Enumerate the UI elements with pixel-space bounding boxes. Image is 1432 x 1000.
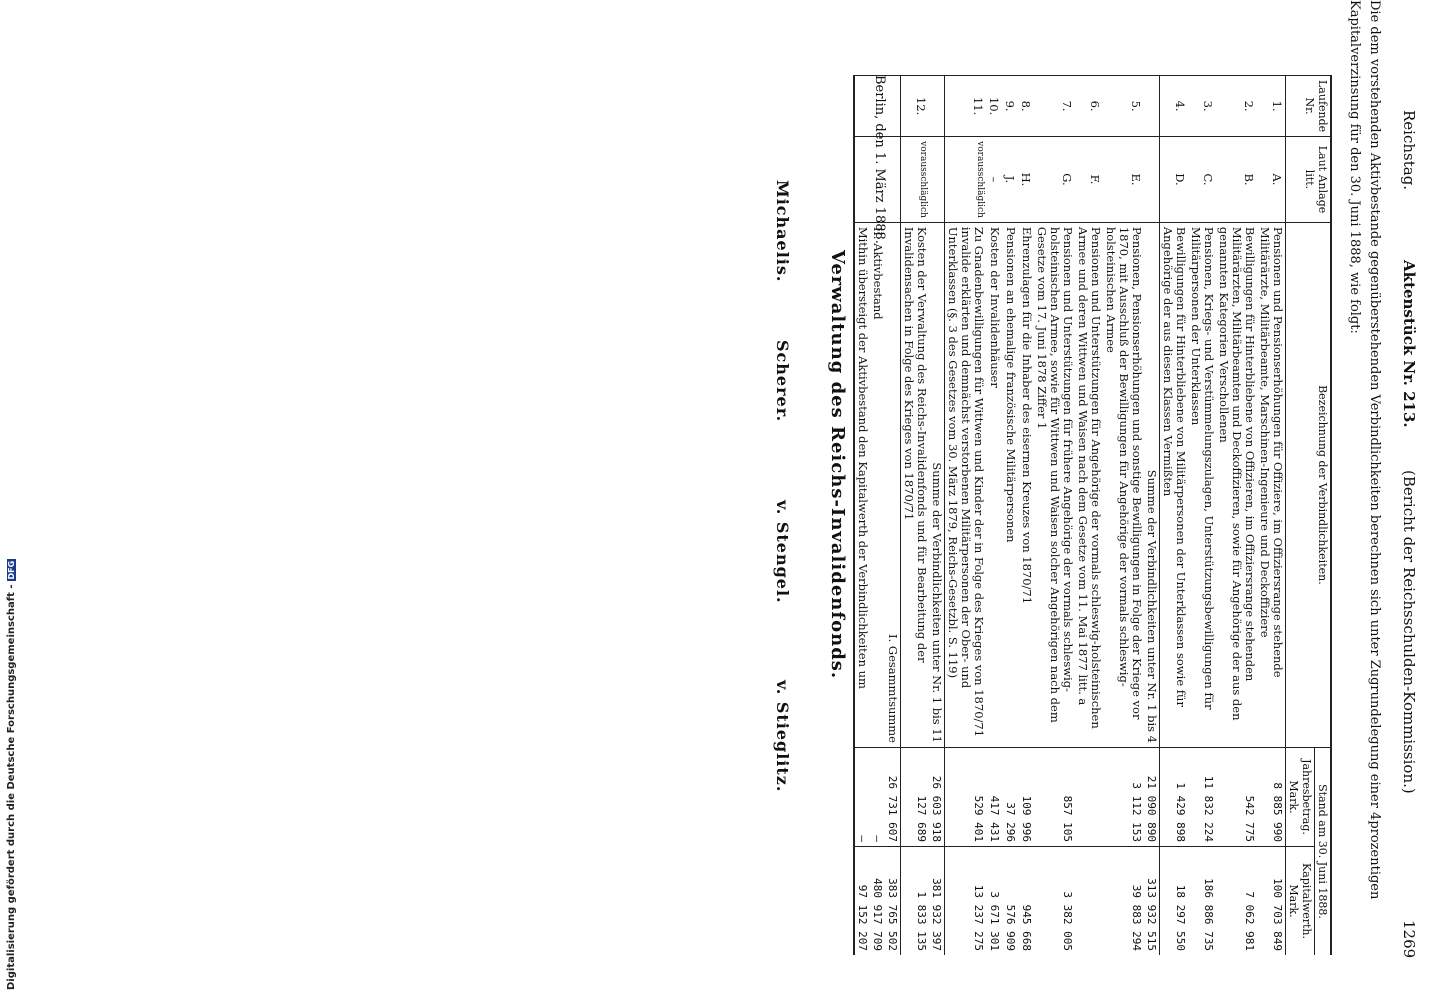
- table-row: [854, 76, 870, 956]
- cell-kapitalwerth: [1075, 847, 1103, 956]
- cell-kapitalwerth: 97 152 207: [854, 847, 870, 956]
- cell-jahresbetrag: 127 689: [901, 748, 930, 847]
- signature: Michaelis.: [773, 180, 792, 283]
- cell-anlage: G.: [1034, 137, 1075, 223]
- header-title: Aktenstück Nr. 213.: [1400, 260, 1418, 428]
- liabilities-table: [853, 75, 1332, 955]
- cell-jahresbetrag: —: [870, 748, 885, 847]
- cell-nr: 1.: [1257, 76, 1286, 137]
- cell-description: Pensionen und Pensionserhöhungen für Offiziere, im Offiziersrange stehende Militärärzte, Militärbeamte, Marschinen-Ingenieure und Deckoffiziere: [1257, 222, 1286, 747]
- cell-nr: [885, 76, 901, 137]
- cell-anlage: C.: [1188, 137, 1216, 223]
- cell-nr: 3.: [1188, 76, 1216, 137]
- cell-description: Pensionen und Unterstützungen für Angehörige der vormals schleswig-holsteinischen Armee und deren Wittwen und Waisen nach dem Gesetze vom 11. Mai 1877 litt. a: [1075, 222, 1103, 747]
- cell-nr: 11.: [945, 76, 987, 137]
- authority: Verwaltung des Reichs-Invalidenfonds.: [827, 250, 848, 680]
- table-row: [901, 76, 930, 956]
- table-row: [1018, 76, 1034, 956]
- cell-nr: 8.: [1018, 76, 1034, 137]
- table-row: [1216, 76, 1257, 956]
- cell-anlage: E.: [1103, 137, 1144, 223]
- cell-anlage: [854, 137, 870, 223]
- page-number: 1269: [1400, 920, 1418, 959]
- col-header-nr: Laufende Nr.: [1286, 76, 1332, 137]
- table-sum-row: [1144, 76, 1160, 956]
- table-row: [945, 76, 987, 956]
- cell-nr: 4.: [1160, 76, 1189, 137]
- cell-anlage: B.: [1216, 137, 1257, 223]
- cell-anlage: A.: [1257, 137, 1286, 223]
- signature: Scherer.: [773, 340, 792, 423]
- cell-description: Summe der Verbindlichkeiten unter Nr. 1 bis 11: [929, 222, 945, 747]
- cell-nr: 9.: [1002, 76, 1018, 137]
- table-sum-row: [885, 76, 901, 956]
- cell-kapitalwerth: 39 883 294: [1103, 847, 1144, 956]
- table-row: [1034, 76, 1075, 956]
- cell-jahresbetrag: 3 112 153: [1103, 748, 1144, 847]
- cell-description: Kosten der Verwaltung des Reichs-Invalidenfonds und für Bearbeitung der Invalidensachen in Folge des Krieges von 1870/71: [901, 222, 930, 747]
- cell-jahresbetrag: 417 431: [986, 748, 1002, 847]
- cell-anlage: J.: [1002, 137, 1018, 223]
- header-left: Reichstag.: [1400, 110, 1418, 191]
- table-row: [1160, 76, 1189, 956]
- col-header-anlage: Laut Anlage litt.: [1286, 137, 1332, 223]
- cell-kapitalwerth: 3 382 005: [1034, 847, 1075, 956]
- cell-anlage: [929, 137, 945, 223]
- cell-description: II. Aktivbestand: [870, 222, 885, 747]
- cell-kapitalwerth: 186 886 735: [1188, 847, 1216, 956]
- cell-anlage: [1144, 137, 1160, 223]
- cell-description: Summe der Verbindlichkeiten unter Nr. 1 bis 4: [1144, 222, 1160, 747]
- cell-jahresbetrag: 1 429 898: [1160, 748, 1189, 847]
- cell-jahresbetrag: 26 731 607: [885, 748, 901, 847]
- cell-anlage: D.: [1160, 137, 1189, 223]
- cell-nr: 5.: [1103, 76, 1144, 137]
- cell-jahresbetrag: 529 401: [945, 748, 987, 847]
- cell-kapitalwerth: 381 932 397: [929, 847, 945, 956]
- cell-nr: [1144, 76, 1160, 137]
- cell-jahresbetrag: 109 996: [1018, 748, 1034, 847]
- cell-nr: 10.: [986, 76, 1002, 137]
- cell-jahresbetrag: 11 832 224: [1188, 748, 1216, 847]
- rotated-document: [32, 0, 1432, 1000]
- cell-nr: 2.: [1216, 76, 1257, 137]
- cell-kapitalwerth: 313 932 515: [1144, 847, 1160, 956]
- cell-description: I. Gesammtsumme: [885, 222, 901, 747]
- cell-description: Bewilligungen für Hinterbliebene von Militärpersonen der Unterklassen sowie für Angehörige der aus diesen Klassen Vermißten: [1160, 222, 1189, 747]
- cell-kapitalwerth: 945 668: [1018, 847, 1034, 956]
- cell-description: Ehrenzulagen für die Inhaber des eisernen Kreuzes von 1870/71: [1018, 222, 1034, 747]
- cell-anlage: –: [986, 137, 1002, 223]
- cell-anlage: H.: [1018, 137, 1034, 223]
- cell-kapitalwerth: 13 237 275: [945, 847, 987, 956]
- cell-description: Zu Gnadenbewilligungen für Wittwen und Kinder der in Folge des Krieges von 1870/71 invalide erklärten und demnächst verstorbenen Militärpersonen der Ober- und Unterklassen (§. 3 des Gesetzes vom 30. März 1879, Reichs-Gesetzbl. S. 119): [945, 222, 987, 747]
- cell-nr: [854, 76, 870, 137]
- table-row: [1002, 76, 1018, 956]
- cell-kapitalwerth: 480 917 709: [870, 847, 885, 956]
- cell-jahresbetrag: 21 090 890: [1144, 748, 1160, 847]
- cell-kapitalwerth: 7 062 981: [1216, 847, 1257, 956]
- cell-description: Pensionen, Kriegs- und Verstümmelungszulagen, Unterstützungsbewilligungen für Militärpersonen der Unterklassen: [1188, 222, 1216, 747]
- col-header-description: Bezeichnung der Verbindlichkeiten.: [1286, 222, 1332, 747]
- cell-kapitalwerth: 3 671 301: [986, 847, 1002, 956]
- cell-nr: [929, 76, 945, 137]
- cell-kapitalwerth: 1 833 135: [901, 847, 930, 956]
- col-header-kapitalwerth: Kapitalwerth. Mark.: [1286, 847, 1315, 956]
- cell-jahresbetrag: 542 775: [1216, 748, 1257, 847]
- table-row: [1257, 76, 1286, 956]
- col-header-stand: Stand am 30. Juni 1888.: [1315, 748, 1332, 956]
- table-row: [1188, 76, 1216, 956]
- header-subtitle: (Bericht der Reichsschulden-Kommission.): [1400, 470, 1418, 794]
- cell-description: Bewilligungen für Hinterbliebene von Offizieren, im Offiziersrange stehenden Militärärzten, Militärbeamten und Deckoffizieren, sowie für Angehörige der aus den genannten Kategorien Verschollenen: [1216, 222, 1257, 747]
- signature: v. Stieglitz.: [773, 680, 792, 793]
- place-date: Berlin, den 1. März 1888.: [872, 75, 887, 244]
- cell-description: Pensionen, Pensionserhöhungen und sonstige Bewilligungen in Folge der Kriege vor 1870, mit Ausschluß der Bewilligungen für Angehörige der vormals schleswig-holsteinischen Armee: [1103, 222, 1144, 747]
- cell-jahresbetrag: 8 885 990: [1257, 748, 1286, 847]
- cell-description: Pensionen und Unterstützungen für frühere Angehörige der vormals schleswig-holsteinischen Armee, sowie für Wittwen und Waisen solcher Angehörigen nach dem Gesetze vom 17. Juni 1878 Ziffer 1: [1034, 222, 1075, 747]
- digitization-footer: Digitalisierung gefördert durch die Deutsche Forschungsgemeinschaft -DFG: [6, 560, 17, 990]
- table-sum-row: [929, 76, 945, 956]
- cell-description: Mithin übersteigt der Aktivbestand den Kapitalwerth der Verbindlichkeiten um: [854, 222, 870, 747]
- signature: v. Stengel.: [773, 500, 792, 604]
- cell-nr: 6.: [1075, 76, 1103, 137]
- cell-anlage: F.: [1075, 137, 1103, 223]
- cell-nr: 7.: [1034, 76, 1075, 137]
- cell-anlage: vorausschläglich: [901, 137, 930, 223]
- table-row: [986, 76, 1002, 956]
- cell-nr: 12.: [901, 76, 930, 137]
- cell-kapitalwerth: 18 297 550: [1160, 847, 1189, 956]
- table-row: [1075, 76, 1103, 956]
- cell-jahresbetrag: —: [854, 748, 870, 847]
- cell-jahresbetrag: 26 603 918: [929, 748, 945, 847]
- table-row: [1103, 76, 1144, 956]
- col-header-jahresbetrag: Jahresbetrag. Mark.: [1286, 748, 1315, 847]
- cell-jahresbetrag: 857 105: [1034, 748, 1075, 847]
- cell-description: Pensionen an ehemalige französische Militärpersonen: [1002, 222, 1018, 747]
- cell-anlage: vorausschläglich: [945, 137, 987, 223]
- cell-anlage: [885, 137, 901, 223]
- cell-kapitalwerth: 383 765 502: [885, 847, 901, 956]
- cell-kapitalwerth: 100 703 849: [1257, 847, 1286, 956]
- dfg-logo: DFG: [7, 560, 16, 580]
- cell-jahresbetrag: [1075, 748, 1103, 847]
- intro-text: Die dem vorstehenden Aktivbestande gegenüberstehenden Verbindlichkeiten berechnen sich unter Zugrundelegung einer 4prozentigen Kapitalverzinsung für den 30. Juni 1888, wie folgt:: [1347, 0, 1382, 900]
- cell-description: Kosten der Invalidenhäuser: [986, 222, 1002, 747]
- cell-jahresbetrag: 37 296: [1002, 748, 1018, 847]
- cell-kapitalwerth: 576 909: [1002, 847, 1018, 956]
